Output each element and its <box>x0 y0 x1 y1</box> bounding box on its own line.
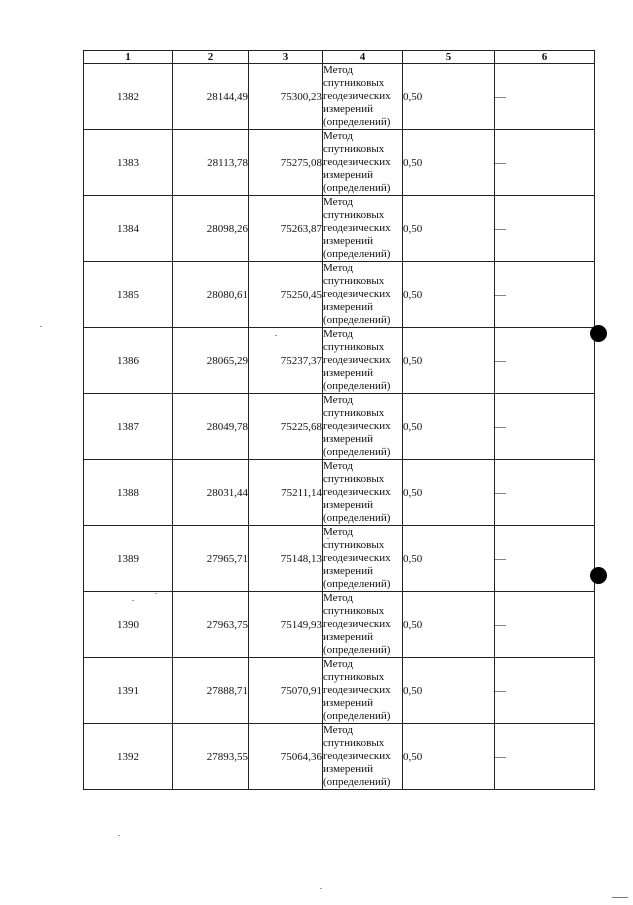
table-row <box>84 196 595 262</box>
table-row <box>84 460 595 526</box>
method-text-line: спутниковых <box>323 143 385 155</box>
method-text-line: геодезических <box>323 222 391 234</box>
method-text-line: спутниковых <box>323 209 385 221</box>
point-number-cell: 1384 <box>84 196 173 262</box>
scan-speck <box>320 888 322 889</box>
method-text-line: (определений) <box>323 512 391 524</box>
x-coordinate-cell: 28031,44 <box>173 460 249 526</box>
table-row <box>84 64 595 130</box>
method-text-line: измерений <box>323 301 373 313</box>
method-cell <box>323 130 403 196</box>
method-cell <box>323 526 403 592</box>
y-coordinate-cell: 75064,36 <box>249 724 323 790</box>
y-coordinate-cell: 75300,23 <box>249 64 323 130</box>
note-cell: — <box>495 64 595 130</box>
accuracy-cell: 0,50 <box>403 460 495 526</box>
y-coordinate-cell: 75250,45 <box>249 262 323 328</box>
table-row <box>84 328 595 394</box>
y-coordinate-cell: 75237,37 <box>249 328 323 394</box>
method-text-line: геодезических <box>323 156 391 168</box>
point-number-cell: 1385 <box>84 262 173 328</box>
method-text-line: геодезических <box>323 618 391 630</box>
method-text-line: спутниковых <box>323 539 385 551</box>
method-text-line: (определений) <box>323 446 391 458</box>
accuracy-cell: 0,50 <box>403 262 495 328</box>
method-text-line: Метод <box>323 262 353 274</box>
method-text-line: Метод <box>323 64 353 76</box>
method-text-line: геодезических <box>323 684 391 696</box>
method-text-line: (определений) <box>323 578 391 590</box>
method-text-line: (определений) <box>323 116 391 128</box>
header-col-3: 3 <box>249 51 323 64</box>
accuracy-cell: 0,50 <box>403 394 495 460</box>
method-text-line: измерений <box>323 763 373 775</box>
point-number-cell: 1388 <box>84 460 173 526</box>
note-cell: — <box>495 592 595 658</box>
method-text-line: геодезических <box>323 354 391 366</box>
method-text-line: Метод <box>323 724 353 736</box>
x-coordinate-cell: 28098,26 <box>173 196 249 262</box>
header-col-2: 2 <box>173 51 249 64</box>
method-text-line: геодезических <box>323 288 391 300</box>
method-text-line: (определений) <box>323 710 391 722</box>
note-cell: — <box>495 724 595 790</box>
scan-speck <box>155 593 157 594</box>
method-text-line: измерений <box>323 103 373 115</box>
header-col-6: 6 <box>495 51 595 64</box>
y-coordinate-cell: 75211,14 <box>249 460 323 526</box>
y-coordinate-cell: 75070,91 <box>249 658 323 724</box>
method-text-line: (определений) <box>323 380 391 392</box>
table-row <box>84 592 595 658</box>
table-row <box>84 724 595 790</box>
x-coordinate-cell: 27965,71 <box>173 526 249 592</box>
method-text-line: измерений <box>323 367 373 379</box>
hole-punch-mark-lower <box>590 567 607 584</box>
point-number-cell: 1387 <box>84 394 173 460</box>
accuracy-cell: 0,50 <box>403 64 495 130</box>
note-cell: — <box>495 658 595 724</box>
note-cell: — <box>495 460 595 526</box>
method-text-line: геодезических <box>323 486 391 498</box>
method-text-line: измерений <box>323 697 373 709</box>
method-text-line: Метод <box>323 196 353 208</box>
header-col-5: 5 <box>403 51 495 64</box>
point-number-cell: 1383 <box>84 130 173 196</box>
point-number-cell: 1391 <box>84 658 173 724</box>
note-cell: — <box>495 196 595 262</box>
accuracy-cell: 0,50 <box>403 724 495 790</box>
method-text-line: измерений <box>323 169 373 181</box>
y-coordinate-cell: 75225,68 <box>249 394 323 460</box>
note-cell: — <box>495 526 595 592</box>
x-coordinate-cell: 28080,61 <box>173 262 249 328</box>
method-cell <box>323 196 403 262</box>
table-row <box>84 526 595 592</box>
method-text-line: (определений) <box>323 248 391 260</box>
table-header-row <box>84 51 595 64</box>
y-coordinate-cell: 75263,87 <box>249 196 323 262</box>
method-text-line: измерений <box>323 499 373 511</box>
method-text-line: геодезических <box>323 750 391 762</box>
method-text-line: измерений <box>323 235 373 247</box>
note-cell: — <box>495 394 595 460</box>
point-number-cell: 1382 <box>84 64 173 130</box>
method-cell <box>323 328 403 394</box>
table-row <box>84 130 595 196</box>
coordinates-table <box>83 50 595 790</box>
point-number-cell: 1390 <box>84 592 173 658</box>
method-cell <box>323 262 403 328</box>
method-text-line: Метод <box>323 394 353 406</box>
method-cell <box>323 460 403 526</box>
note-cell: — <box>495 328 595 394</box>
method-text-line: спутниковых <box>323 275 385 287</box>
method-cell <box>323 592 403 658</box>
method-text-line: спутниковых <box>323 341 385 353</box>
method-text-line: Метод <box>323 592 353 604</box>
hole-punch-mark-upper <box>590 325 607 342</box>
accuracy-cell: 0,50 <box>403 592 495 658</box>
method-text-line: спутниковых <box>323 671 385 683</box>
y-coordinate-cell: 75149,93 <box>249 592 323 658</box>
table-body <box>84 64 595 790</box>
accuracy-cell: 0,50 <box>403 526 495 592</box>
method-text-line: спутниковых <box>323 737 385 749</box>
y-coordinate-cell: 75148,13 <box>249 526 323 592</box>
method-text-line: Метод <box>323 130 353 142</box>
method-text-line: измерений <box>323 631 373 643</box>
x-coordinate-cell: 27963,75 <box>173 592 249 658</box>
scan-speck <box>132 600 134 601</box>
accuracy-cell: 0,50 <box>403 130 495 196</box>
header-col-4: 4 <box>323 51 403 64</box>
method-text-line: спутниковых <box>323 407 385 419</box>
x-coordinate-cell: 28113,78 <box>173 130 249 196</box>
method-text-line: Метод <box>323 526 353 538</box>
method-text-line: геодезических <box>323 420 391 432</box>
method-text-line: Метод <box>323 658 353 670</box>
method-text-line: (определений) <box>323 314 391 326</box>
scan-speck <box>275 335 277 336</box>
method-text-line: Метод <box>323 328 353 340</box>
method-text-line: геодезических <box>323 90 391 102</box>
point-number-cell: 1389 <box>84 526 173 592</box>
accuracy-cell: 0,50 <box>403 328 495 394</box>
note-cell: — <box>495 262 595 328</box>
method-text-line: спутниковых <box>323 77 385 89</box>
scan-speck <box>40 326 42 327</box>
scan-speck <box>118 835 120 836</box>
accuracy-cell: 0,50 <box>403 196 495 262</box>
accuracy-cell: 0,50 <box>403 658 495 724</box>
table-row <box>84 262 595 328</box>
method-cell <box>323 394 403 460</box>
scan-speck <box>327 538 329 539</box>
x-coordinate-cell: 28144,49 <box>173 64 249 130</box>
method-text-line: (определений) <box>323 644 391 656</box>
method-cell <box>323 658 403 724</box>
header-col-1: 1 <box>84 51 173 64</box>
method-text-line: (определений) <box>323 776 391 788</box>
note-cell: — <box>495 130 595 196</box>
x-coordinate-cell: 28049,78 <box>173 394 249 460</box>
x-coordinate-cell: 27893,55 <box>173 724 249 790</box>
method-text-line: измерений <box>323 433 373 445</box>
method-text-line: (определений) <box>323 182 391 194</box>
method-cell <box>323 64 403 130</box>
scan-edge-mark <box>612 897 628 898</box>
method-text-line: измерений <box>323 565 373 577</box>
method-text-line: спутниковых <box>323 473 385 485</box>
y-coordinate-cell: 75275,08 <box>249 130 323 196</box>
point-number-cell: 1386 <box>84 328 173 394</box>
x-coordinate-cell: 28065,29 <box>173 328 249 394</box>
table-row <box>84 658 595 724</box>
x-coordinate-cell: 27888,71 <box>173 658 249 724</box>
table-row <box>84 394 595 460</box>
method-text-line: Метод <box>323 460 353 472</box>
method-text-line: спутниковых <box>323 605 385 617</box>
method-text-line: геодезических <box>323 552 391 564</box>
method-cell <box>323 724 403 790</box>
point-number-cell: 1392 <box>84 724 173 790</box>
